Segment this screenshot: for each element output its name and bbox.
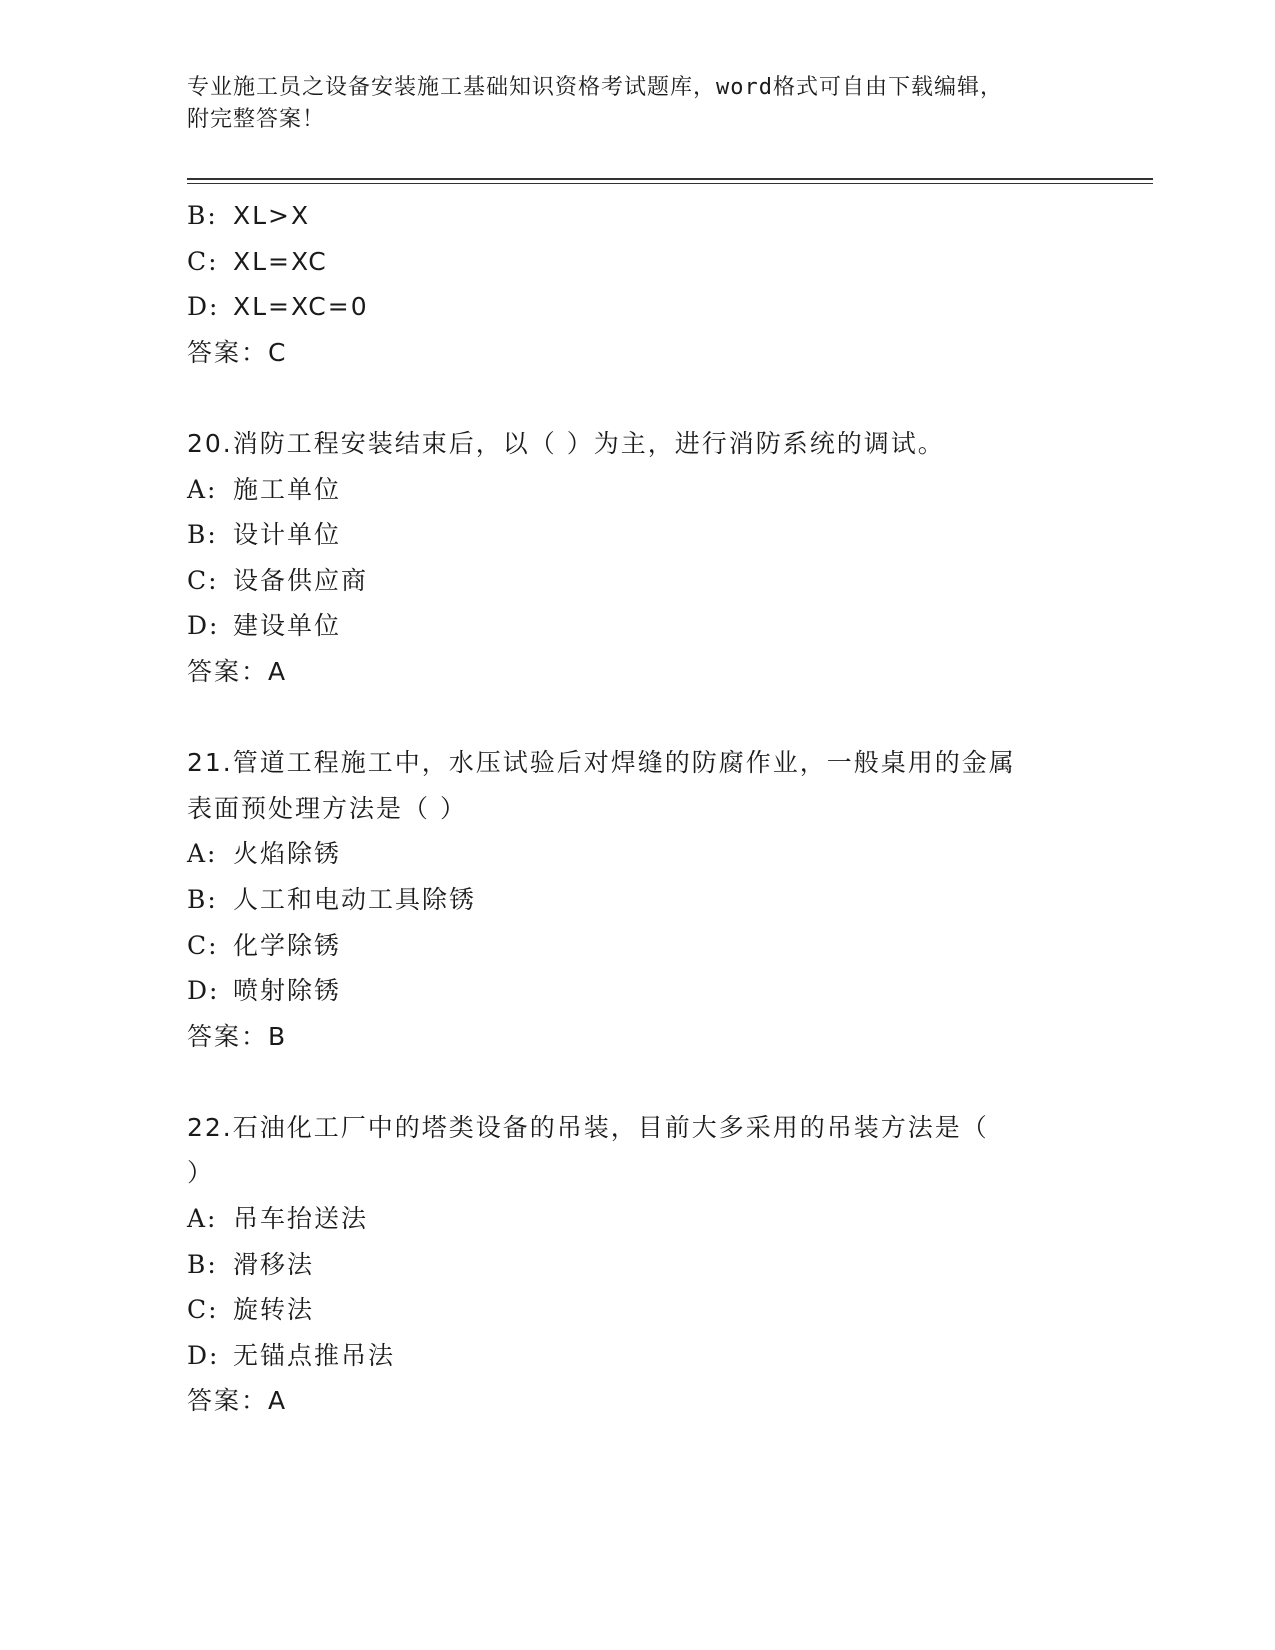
option-text: 滑移法 xyxy=(233,1249,315,1279)
header-line-2: 附完整答案！ xyxy=(187,107,326,132)
option-text: XL=XC=0 xyxy=(233,292,369,322)
option-row xyxy=(187,923,1087,969)
option-text: 设计单位 xyxy=(233,520,342,550)
option-key: A: xyxy=(187,839,218,869)
option-row xyxy=(187,1242,1087,1288)
option-row xyxy=(187,284,1087,330)
answer-line: 答案：B xyxy=(187,1021,288,1051)
answer-line: 答案：A xyxy=(187,656,288,686)
question-text-continued: 表面预处理方法是（ ） xyxy=(187,793,467,823)
answer-line: 答案：C xyxy=(187,337,288,367)
option-text: 旋转法 xyxy=(233,1295,315,1325)
option-row xyxy=(187,1287,1087,1333)
option-text: XL=XC xyxy=(233,246,328,276)
question-block-20 xyxy=(187,421,1087,695)
option-row xyxy=(187,193,1087,239)
option-key: D: xyxy=(187,292,220,322)
question-text-continued: ） xyxy=(187,1158,215,1188)
question-text: 22.石油化工厂中的塔类设备的吊装，目前大多采用的吊装方法是（ xyxy=(187,1112,989,1142)
option-key: D: xyxy=(187,611,220,641)
document-header xyxy=(187,72,1067,136)
option-text: 无锚点推吊法 xyxy=(233,1340,396,1370)
option-key: B: xyxy=(187,201,218,230)
option-key: C: xyxy=(187,565,219,595)
option-key: D: xyxy=(187,976,220,1006)
option-text: 施工单位 xyxy=(233,474,342,504)
option-text: 化学除锈 xyxy=(233,930,342,960)
question-block-22 xyxy=(187,1105,1087,1424)
answer-line: 答案：A xyxy=(187,1386,288,1416)
option-row xyxy=(187,877,1087,923)
option-text: XL>X xyxy=(233,201,311,230)
option-text: 吊车抬送法 xyxy=(233,1204,369,1234)
option-row xyxy=(187,1196,1087,1242)
option-row xyxy=(187,558,1087,604)
option-row xyxy=(187,1333,1087,1379)
option-text: 喷射除锈 xyxy=(233,976,342,1006)
header-rule-thin xyxy=(187,183,1153,184)
option-key: A: xyxy=(187,1204,218,1234)
option-text: 建设单位 xyxy=(233,611,342,641)
option-key: A: xyxy=(187,474,218,504)
prev-question-block xyxy=(187,193,1087,375)
option-row xyxy=(187,467,1087,513)
option-key: B: xyxy=(187,1249,218,1279)
option-row xyxy=(187,512,1087,558)
option-key: D: xyxy=(187,1340,220,1370)
option-row xyxy=(187,239,1087,285)
option-key: C: xyxy=(187,246,219,276)
option-key: C: xyxy=(187,1295,219,1325)
option-text: 人工和电动工具除锈 xyxy=(233,884,477,914)
header-line-1: 专业施工员之设备安装施工基础知识资格考试题库，word格式可自由下载编辑， xyxy=(187,75,1003,100)
option-text: 设备供应商 xyxy=(233,565,369,595)
option-row xyxy=(187,831,1087,877)
option-text: 火焰除锈 xyxy=(233,839,342,869)
question-list xyxy=(187,193,1087,1424)
option-key: C: xyxy=(187,930,219,960)
question-text: 20.消防工程安装结束后，以（ ）为主，进行消防系统的调试。 xyxy=(187,428,945,458)
option-key: B: xyxy=(187,884,218,914)
option-key: B: xyxy=(187,520,218,550)
option-row xyxy=(187,603,1087,649)
spacer xyxy=(187,375,1087,421)
option-row xyxy=(187,968,1087,1014)
spacer xyxy=(187,695,1087,741)
question-block-21 xyxy=(187,740,1087,1059)
spacer xyxy=(187,1059,1087,1105)
header-rule-thick xyxy=(187,178,1153,180)
question-text: 21.管道工程施工中，水压试验后对焊缝的防腐作业，一般桌用的金属 xyxy=(187,748,1016,778)
